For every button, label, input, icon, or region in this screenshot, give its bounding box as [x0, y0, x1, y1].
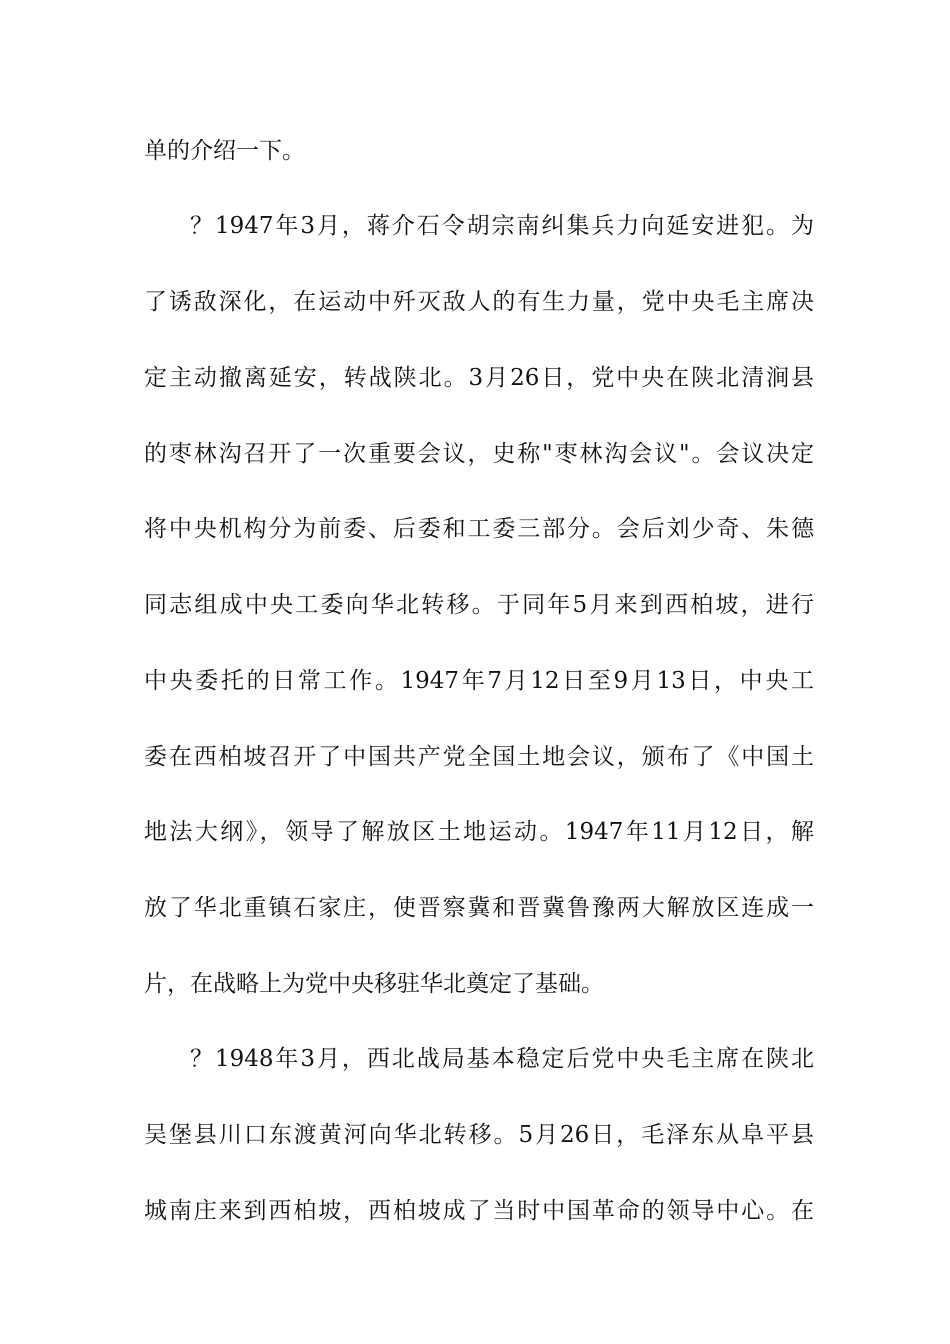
text-line-12: 片，在战略上为党中央移驻华北奠定了基础。 — [144, 971, 604, 997]
text-line-9: 委在西柏坡召开了中国共产党全国土地会议，颁布了《中国土 — [144, 744, 814, 770]
text-line-5: 的枣林沟召开了一次重要会议，史称"枣林沟会议"。会议决定 — [144, 441, 814, 467]
text-line-13: ？1948年3月，西北战局基本稳定后党中央毛主席在陕北 — [190, 1046, 814, 1072]
text-line-4: 定主动撤离延安，转战陕北。3月26日，党中央在陕北清涧县 — [144, 365, 814, 391]
text-line-11: 放了华北重镇石家庄，使晋察冀和晋冀鲁豫两大解放区连成一 — [144, 895, 814, 921]
text-line-2: ？1947年3月，蒋介石令胡宗南纠集兵力向延安进犯。为 — [190, 213, 814, 239]
text-line-1: 单的介绍一下。 — [144, 138, 305, 164]
text-line-7: 同志组成中央工委向华北转移。于同年5月来到西柏坡，进行 — [144, 592, 814, 618]
text-line-14: 吴堡县川口东渡黄河向华北转移。5月26日，毛泽东从阜平县 — [144, 1122, 814, 1148]
text-line-8: 中央委托的日常工作。1947年7月12日至9月13日，中央工 — [144, 668, 814, 694]
text-line-10: 地法大纲》，领导了解放区土地运动。1947年11月12日，解 — [144, 819, 814, 845]
text-line-3: 了诱敌深化，在运动中歼灭敌人的有生力量，党中央毛主席决 — [144, 289, 814, 315]
text-line-6: 将中央机构分为前委、后委和工委三部分。会后刘少奇、朱德 — [144, 516, 814, 542]
text-line-15: 城南庄来到西柏坡，西柏坡成了当时中国革命的领导中心。在 — [144, 1198, 814, 1224]
